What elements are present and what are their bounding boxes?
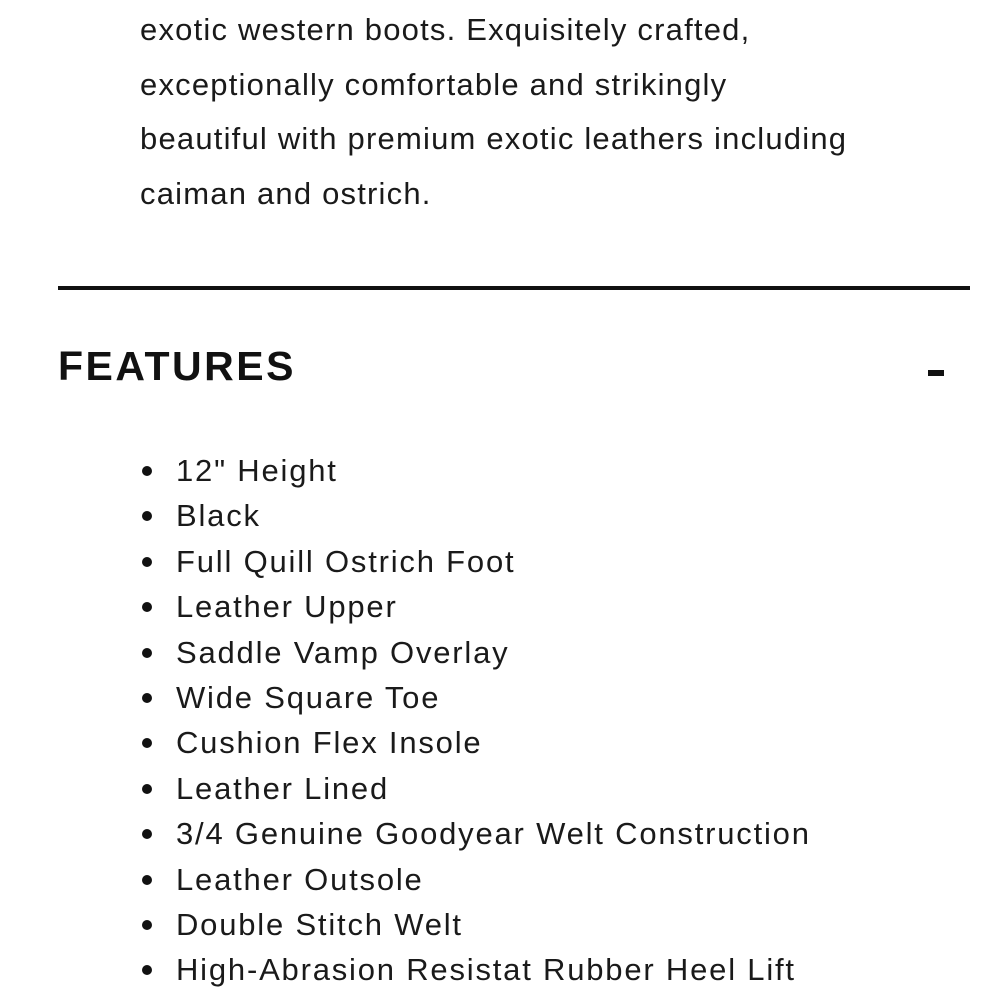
feature-text: Wide Square Toe	[176, 679, 441, 715]
list-item	[140, 539, 811, 584]
feature-text: Leather Upper	[176, 589, 398, 625]
bullet-icon	[142, 920, 152, 930]
bullet-icon	[142, 648, 152, 658]
description-line: beautiful with premium exotic leathers including	[140, 121, 848, 156]
minus-icon[interactable]	[928, 370, 944, 376]
feature-text: High-Abrasion Resistat Rubber Heel Lift	[176, 952, 796, 988]
list-item	[140, 947, 811, 992]
bullet-icon	[142, 875, 152, 885]
list-item	[140, 630, 811, 675]
feature-text: 12" Height	[176, 453, 338, 488]
features-list	[140, 448, 811, 993]
bullet-icon	[142, 602, 152, 612]
bullet-icon	[142, 693, 152, 703]
description-line: caiman and ostrich.	[140, 175, 432, 211]
list-item	[140, 857, 811, 902]
description-line: exceptionally comfortable and strikingly	[140, 66, 728, 102]
list-item	[140, 584, 811, 629]
list-item	[140, 493, 811, 538]
bullet-icon	[142, 965, 152, 975]
bullet-icon	[142, 466, 152, 476]
features-accordion-toggle[interactable]	[58, 338, 970, 398]
feature-text: Leather Outsole	[176, 861, 424, 897]
section-divider	[58, 286, 970, 290]
feature-text: 3/4 Genuine Goodyear Welt Construction	[176, 816, 811, 852]
list-item	[140, 448, 811, 493]
bullet-icon	[142, 557, 152, 567]
description-line: exotic western boots. Exquisitely crafted,	[140, 12, 751, 47]
list-item	[140, 811, 811, 856]
bullet-icon	[142, 784, 152, 794]
bullet-icon	[142, 829, 152, 839]
feature-text: Double Stitch Welt	[176, 906, 463, 942]
list-item	[140, 675, 811, 720]
product-description	[140, 3, 980, 221]
feature-text: Full Quill Ostrich Foot	[176, 543, 516, 579]
bullet-icon	[142, 738, 152, 748]
list-item	[140, 902, 811, 947]
feature-text: Saddle Vamp Overlay	[176, 634, 510, 670]
list-item	[140, 766, 811, 811]
feature-text: Cushion Flex Insole	[176, 725, 483, 761]
feature-text: Leather Lined	[176, 770, 390, 806]
bullet-icon	[142, 511, 152, 521]
feature-text: Black	[176, 498, 261, 534]
features-heading: FEATURES	[58, 343, 296, 389]
list-item	[140, 720, 811, 765]
